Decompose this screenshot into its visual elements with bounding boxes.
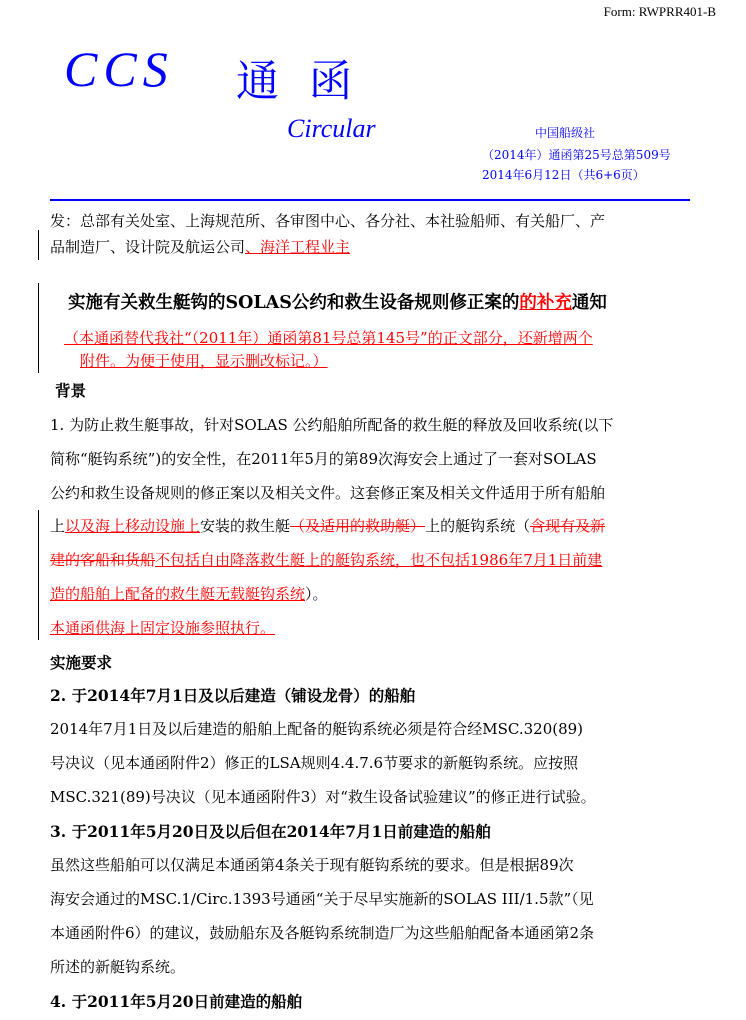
document-number: （2014年）通函第25号总第509号 xyxy=(482,148,671,162)
deletion: （及适用的救助艇） xyxy=(290,517,426,535)
text: 上 xyxy=(50,517,66,535)
item-2-line-1: 2014年7月1日及以后建造的船舶上配备的艇钩系统必须是符合经MSC.320(89) xyxy=(50,720,584,738)
recipients-insertion: 、海洋工程业主 xyxy=(245,238,351,256)
recipients-line-1: 发：总部有关处室、上海规范所、各审图中心、各分社、本社验船师、有关船厂、产 xyxy=(50,212,606,230)
title-tail: 通知 xyxy=(571,293,607,313)
section-heading-background: 背景 xyxy=(55,381,87,400)
paragraph-1-line-7: 本通函供海上固定设施参照执行。 xyxy=(50,619,276,637)
item-2-line-2: 号决议（见本通函附件2）修正的LSA规则4.4.7.6节要求的新艇钩系统。应按照 xyxy=(50,754,579,772)
insertion: 不包括自由降落救生艇上的艇钩系统，也不包括1986年7月1日前建 xyxy=(155,551,603,569)
header-divider xyxy=(50,199,690,201)
text: 上的艇钩系统（ xyxy=(425,517,531,535)
paragraph-1-line-1: 1. 为防止救生艇事故，针对SOLAS 公约船舶所配备的救生艇的释放及回收系统(以下 xyxy=(50,416,614,434)
item-3-line-1: 虽然这些船舶可以仅满足本通函第4条关于现有艇钩系统的要求。但是根据89次 xyxy=(50,856,574,874)
change-bar xyxy=(38,283,39,373)
title-note-line-2: 附件。为便于使用，显示删改标记。） xyxy=(80,352,328,370)
circular-title-en: Circular xyxy=(287,114,376,143)
paragraph-1-line-6 xyxy=(50,583,328,604)
paragraph-1-line-3: 公约和救生设备规则的修正案以及相关文件。这套修正案及相关文件适用于所有船舶 xyxy=(50,484,606,502)
paragraph-1-line-5 xyxy=(50,549,602,570)
insertion: 造的船舶上配备的救生艇无载艇钩系统 xyxy=(50,585,306,603)
item-3-heading: 3. 于2011年5月20日及以后但在2014年7月1日前建造的船舶 xyxy=(50,822,491,841)
item-3-line-2: 海安会通过的MSC.1/Circ.1393号通函“关于尽早实施新的SOLAS III/1.5款”（见 xyxy=(50,890,594,908)
issuer: 中国船级社 xyxy=(535,126,596,140)
text: 安装的救生艇 xyxy=(200,517,291,535)
change-bar xyxy=(38,230,39,260)
item-3-line-4: 所述的新艇钩系统。 xyxy=(50,958,186,976)
item-4-heading: 4. 于2011年5月20日前建造的船舶 xyxy=(50,992,303,1011)
text: ）。 xyxy=(305,585,328,603)
item-2-line-3: MSC.321(89)号决议（见本通函附件3）对“救生设备试验建议”的修正进行试验。 xyxy=(50,788,596,806)
item-2-heading: 2. 于2014年7月1日及以后建造（铺设龙骨）的船舶 xyxy=(50,686,416,705)
title-insertion: 的补充 xyxy=(519,293,572,313)
title-main: 实施有关救生艇钩的SOLAS公约和救生设备规则修正案的 xyxy=(68,293,520,313)
insertion: 以及海上移动设施上 xyxy=(65,517,201,535)
title-note-line-1: （本通函替代我社“（2011年）通函第81号总第145号”的正文部分，还新增两个 xyxy=(64,329,593,347)
paragraph-1-line-4 xyxy=(50,515,605,536)
deletion: 含现有及新 xyxy=(530,517,606,535)
circular-title-cn: 通函 xyxy=(236,57,382,107)
section-heading-requirements: 实施要求 xyxy=(50,653,113,672)
item-3-line-3: 本通函附件6）的建议，鼓励船东及各艇钩系统制造厂为这些船舶配备本通函第2条 xyxy=(50,924,595,942)
form-code: Form: RWPRR401-B xyxy=(603,4,716,19)
document-date: 2014年6月12日（共6+6页） xyxy=(482,168,645,182)
change-bar xyxy=(38,510,39,640)
paragraph-1-line-2: 简称“艇钩系统”)的安全性，在2011年5月的第89次海安会上通过了一套对SOLAS xyxy=(50,450,597,468)
deletion: 建的客船和货船 xyxy=(50,551,156,569)
recipients-line-2 xyxy=(50,236,350,257)
recipients-text: 品制造厂、设计院及航运公司 xyxy=(50,238,246,256)
ccs-logo-text: CCS xyxy=(64,41,174,97)
notice-title xyxy=(68,289,607,314)
